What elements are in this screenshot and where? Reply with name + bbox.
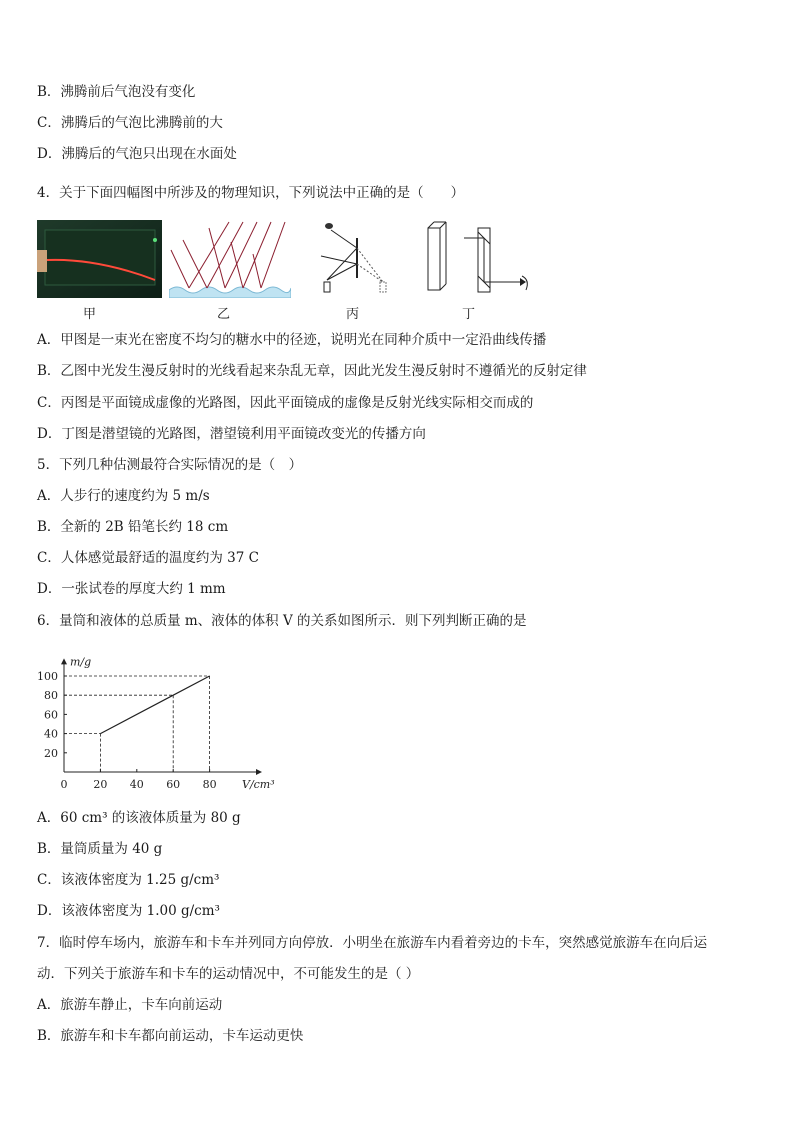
figure-label-jia: 甲 [83,307,97,322]
figure-label-bing: 丙 [346,307,360,322]
chart-guides [64,676,210,772]
x-axis-arrow [256,769,262,775]
figure-jia-photo [37,220,162,298]
series-line [100,676,209,734]
x-tick-label: 0 [60,778,68,791]
q4-option-a: A．甲图是一束光在密度不均匀的糖水中的径迹，说明光在同种介质中一定沿曲线传播 [37,332,547,348]
chart-series [100,676,209,734]
x-axis-label: V/cm³ [242,778,275,791]
q5-stem: 5．下列几种估测最符合实际情况的是（ ） [37,457,303,473]
q3-option-c: C．沸腾后的气泡比沸腾前的大 [37,115,223,131]
q6-option-b: B．量筒质量为 40 g [37,841,163,857]
x-tick-label: 80 [202,778,217,791]
figure-ding-periscope [422,220,532,300]
y-tick-label: 100 [37,670,58,683]
q7-option-b: B．旅游车和卡车都向前运动，卡车运动更快 [37,1028,304,1044]
figure-label-yi: 乙 [217,307,231,322]
y-tick-label: 40 [44,727,58,741]
q3-option-b: B．沸腾前后气泡没有变化 [37,84,196,100]
mass-volume-chart [30,642,300,792]
y-tick-label: 20 [44,746,58,760]
y-axis-label: m/g [70,655,92,669]
figure-yi-diffuse-reflection [169,220,291,298]
q3-option-d: D．沸腾后的气泡只出现在水面处 [37,146,237,162]
q5-option-a: A．人步行的速度约为 5 m/s [37,488,210,504]
q4-figures [37,220,577,325]
q7-stem-line1: 7．临时停车场内，旅游车和卡车并列同方向停放．小明坐在旅游车内看着旁边的卡车，突然感觉旅游车在向后运 [37,935,708,951]
q5-option-d: D．一张试卷的厚度大约 1 mm [37,581,226,597]
figure-bing-plane-mirror [317,220,397,298]
q5-option-c: C．人体感觉最舒适的温度约为 37 C [37,550,259,566]
q4-option-d: D．丁图是潜望镜的光路图，潜望镜利用平面镜改变光的传播方向 [37,426,426,442]
x-tick-label: 40 [129,778,144,791]
q6-option-a: A．60 cm³ 的该液体质量为 80 g [37,810,241,826]
q4-stem: 4．关于下面四幅图中所涉及的物理知识，下列说法中正确的是（ ） [37,185,465,201]
figure-label-ding: 丁 [462,307,476,322]
x-tick-label: 20 [93,778,108,791]
q4-option-b: B．乙图中光发生漫反射时的光线看起来杂乱无章，因此光发生漫反射时不遵循光的反射定律 [37,363,587,379]
q7-stem-line2: 动．下列关于旅游车和卡车的运动情况中，不可能发生的是（ ） [37,966,420,982]
q6-option-d: D．该液体密度为 1.00 g/cm³ [37,903,220,919]
q5-option-b: B．全新的 2B 铅笔长约 18 cm [37,519,229,535]
q4-option-c: C．丙图是平面镜成虚像的光路图，因此平面镜成的虚像是反射光线实际相交而成的 [37,395,534,411]
y-tick-label: 60 [44,708,58,722]
q7-option-a: A．旅游车静止，卡车向前运动 [37,997,223,1013]
chart-axes [61,655,275,791]
x-tick-label: 60 [166,778,181,791]
q6-stem: 6．量筒和液体的总质量 m、液体的体积 V 的关系如图所示．则下列判断正确的是 [37,613,527,629]
y-tick-label: 80 [44,689,58,703]
y-axis-arrow [61,658,67,664]
q6-option-c: C．该液体密度为 1.25 g/cm³ [37,872,220,888]
